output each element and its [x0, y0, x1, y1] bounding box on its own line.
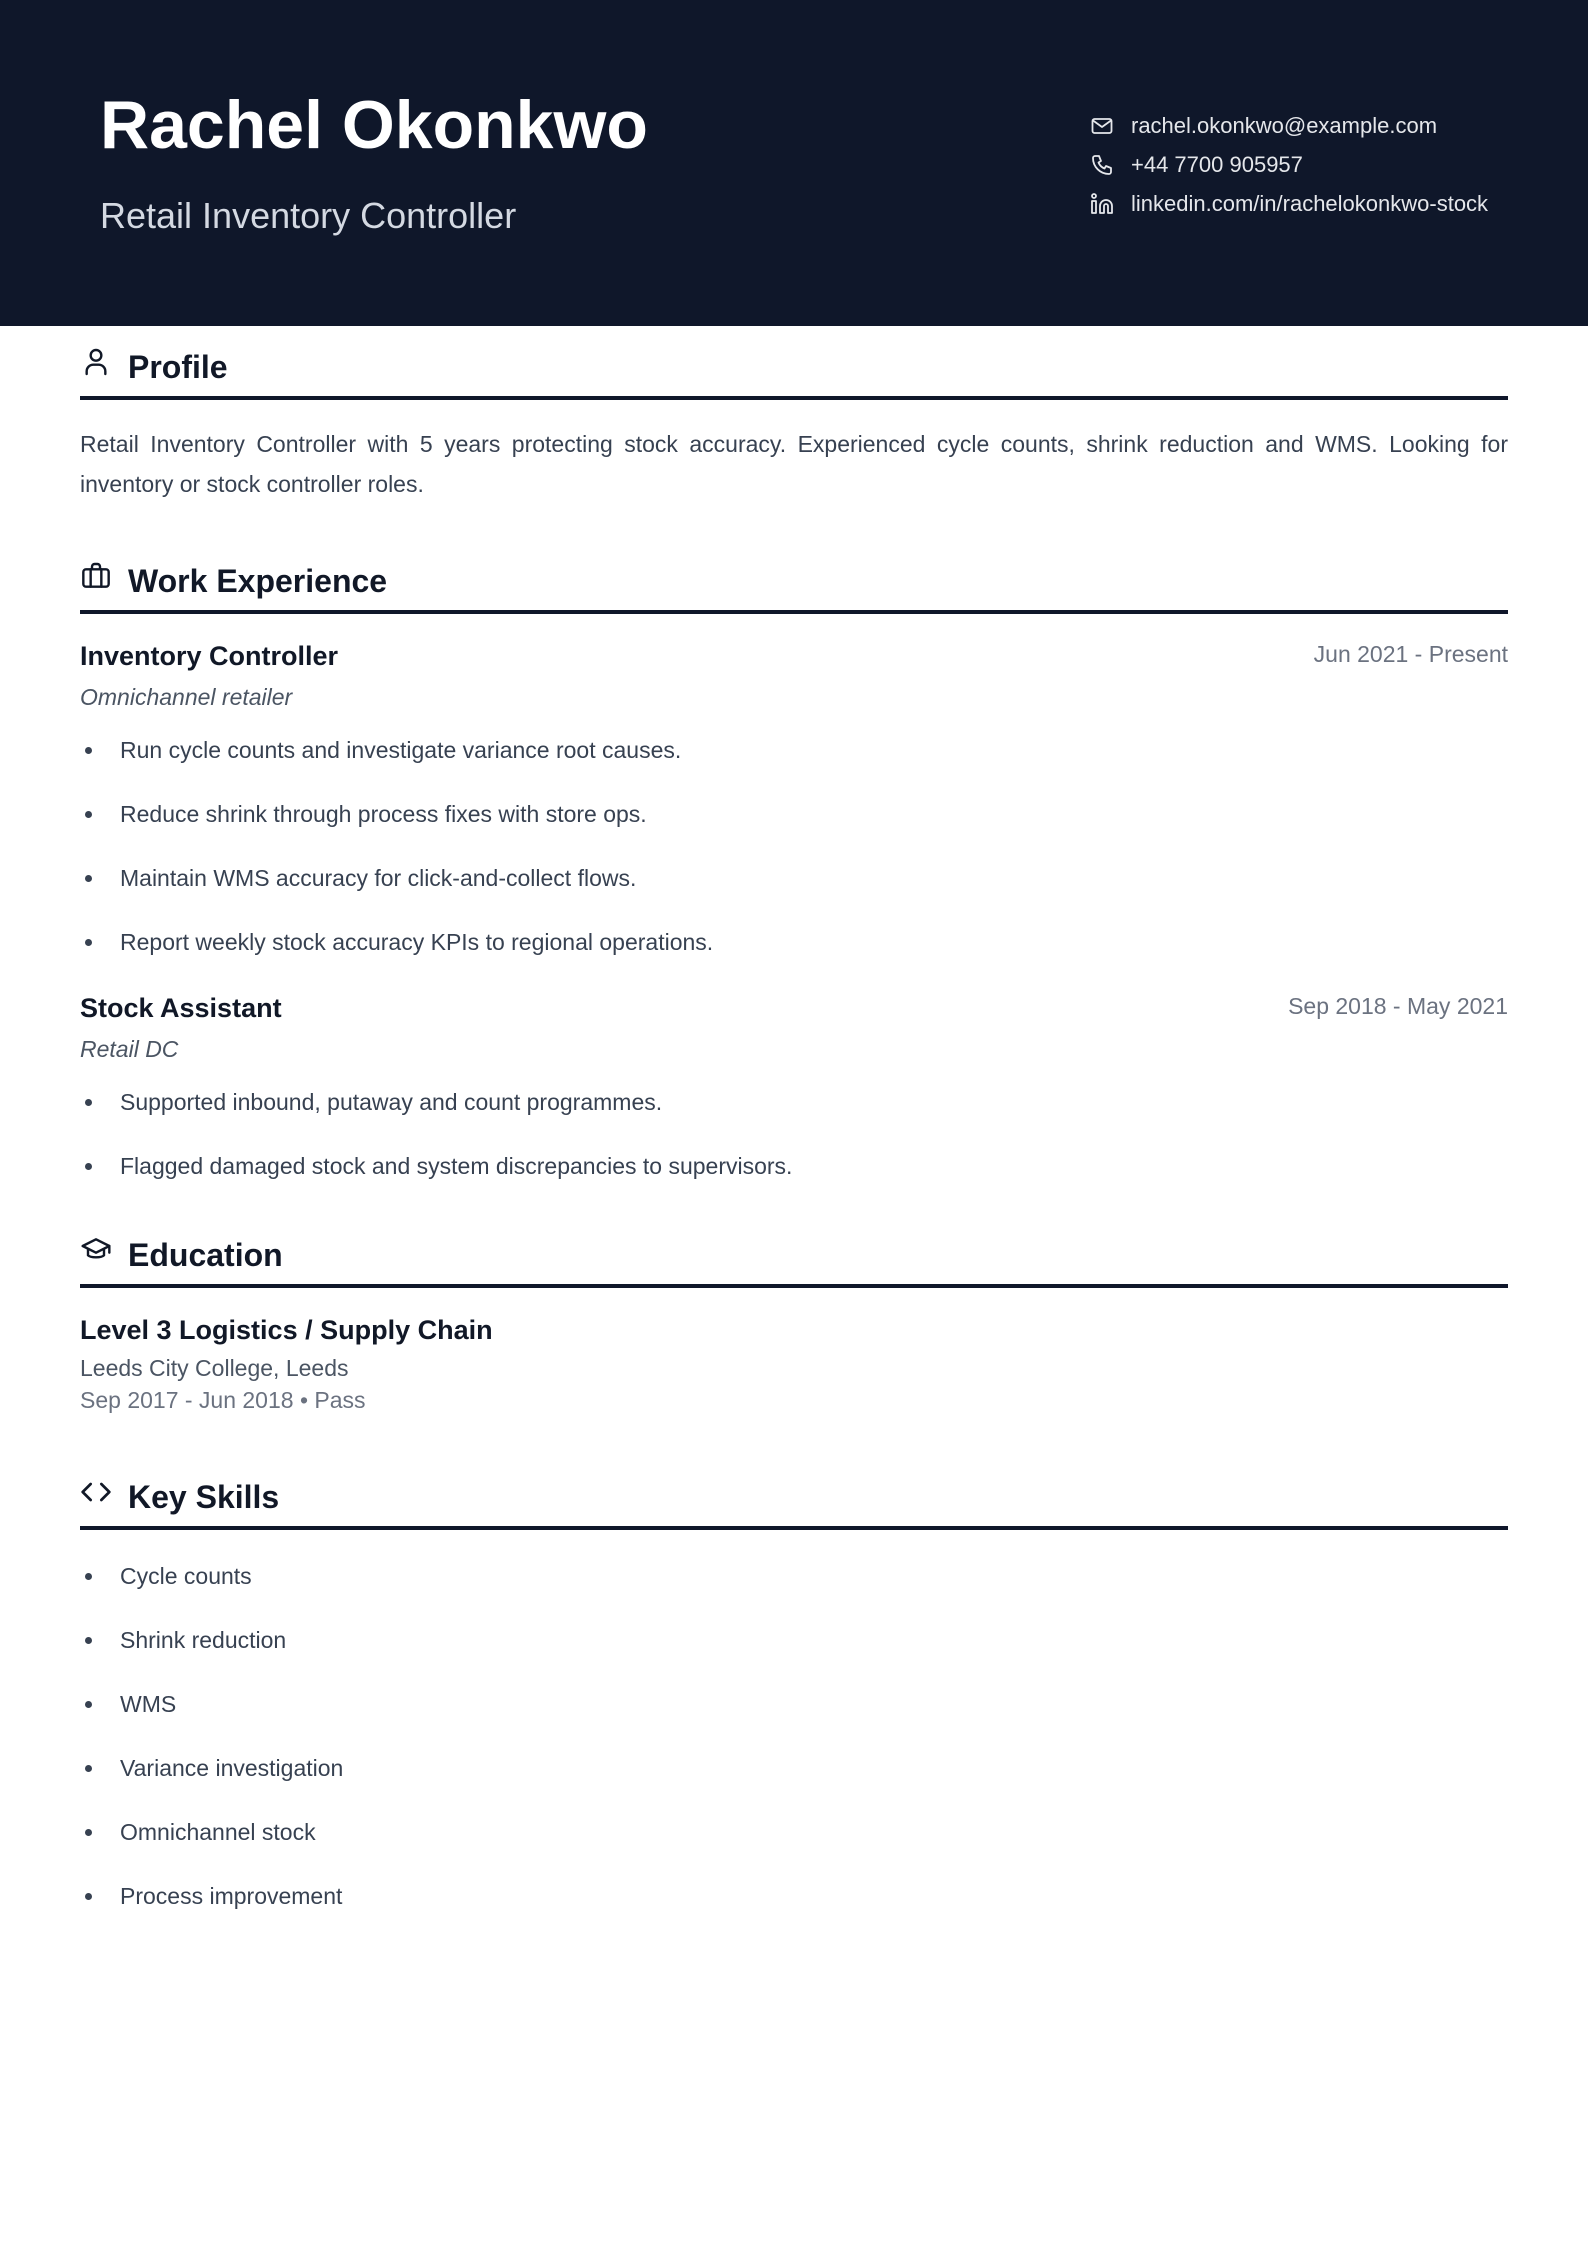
section-title: Education [128, 1237, 283, 1273]
candidate-role: Retail Inventory Controller [100, 195, 517, 236]
profile-section [80, 326, 1508, 504]
briefcase-icon [80, 560, 112, 592]
job-bullet: Flagged damaged stock and system discrepancies to supervisors. [80, 1150, 1508, 1182]
job-bullet: Run cycle counts and investigate variance root causes. [80, 734, 1508, 766]
job-bullets [80, 734, 1508, 958]
skills-list [80, 1560, 1508, 1912]
job-bullets [80, 1086, 1508, 1182]
experience-section [80, 540, 1508, 1182]
job-bullet: Reduce shrink through process fixes with store ops. [80, 798, 1508, 830]
skills-section [80, 1456, 1508, 1912]
graduation-cap-icon [80, 1234, 112, 1266]
contact-linkedin[interactable] [1090, 184, 1488, 223]
skill-item: Shrink reduction [80, 1624, 1508, 1656]
education-dates: Sep 2017 - Jun 2018 • Pass [80, 1387, 366, 1413]
job-entry [80, 990, 1508, 1182]
skill-item: Process improvement [80, 1880, 1508, 1912]
job-bullet: Report weekly stock accuracy KPIs to regional operations. [80, 926, 1508, 958]
skill-item: Variance investigation [80, 1752, 1508, 1784]
section-title: Profile [128, 349, 228, 385]
profile-summary: Retail Inventory Controller with 5 years protecting stock accuracy. Experienced cycle counts, shrink reduction and WMS. Looking for inventory or stock controller roles. [80, 431, 1508, 497]
section-title: Key Skills [128, 1479, 280, 1515]
section-title: Work Experience [128, 563, 388, 599]
mail-icon [1090, 114, 1114, 138]
job-title: Stock Assistant [80, 993, 282, 1023]
education-heading [80, 1214, 1508, 1288]
code-icon [80, 1476, 112, 1508]
skill-item: WMS [80, 1688, 1508, 1720]
contact-email[interactable] [1090, 106, 1488, 145]
job-company: Omnichannel retailer [80, 684, 293, 710]
job-bullet: Supported inbound, putaway and count programmes. [80, 1086, 1508, 1118]
education-degree: Level 3 Logistics / Supply Chain [80, 1315, 493, 1345]
education-section [80, 1214, 1508, 1416]
linkedin-icon [1090, 192, 1114, 216]
job-company: Retail DC [80, 1036, 179, 1062]
job-entry [80, 638, 1508, 958]
job-bullet: Maintain WMS accuracy for click-and-collect flows. [80, 862, 1508, 894]
skill-item: Omnichannel stock [80, 1816, 1508, 1848]
experience-heading [80, 540, 1508, 614]
education-entry [80, 1312, 1508, 1416]
contact-email-text: rachel.okonkwo@example.com [1131, 112, 1438, 138]
job-date: Jun 2021 - Present [1313, 641, 1508, 667]
skills-heading [80, 1456, 1508, 1530]
contact-list [1090, 106, 1488, 223]
user-icon [80, 346, 112, 378]
job-date: Sep 2018 - May 2021 [1288, 993, 1508, 1019]
job-title: Inventory Controller [80, 641, 339, 671]
phone-icon [1090, 153, 1114, 177]
candidate-name: Rachel Okonkwo [100, 87, 648, 163]
contact-phone-text: +44 7700 905957 [1131, 151, 1303, 177]
skill-item: Cycle counts [80, 1560, 1508, 1592]
resume-header [0, 0, 1588, 326]
education-school: Leeds City College, Leeds [80, 1355, 349, 1381]
resume-body [80, 326, 1508, 1944]
profile-heading [80, 326, 1508, 400]
contact-phone[interactable] [1090, 145, 1488, 184]
contact-linkedin-text: linkedin.com/in/rachelokonkwo-stock [1131, 190, 1489, 216]
